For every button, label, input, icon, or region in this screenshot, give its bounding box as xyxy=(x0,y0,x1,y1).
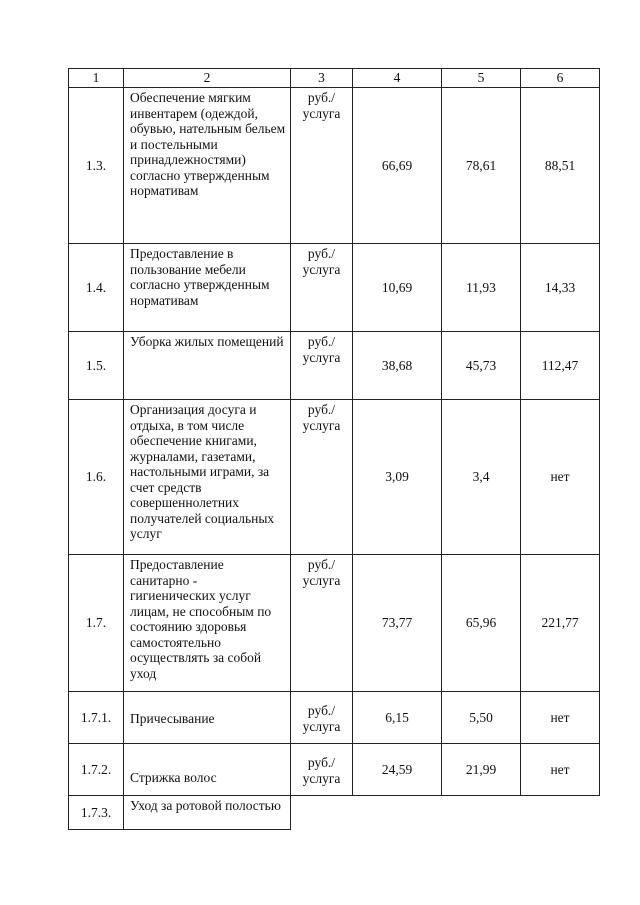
row-value-6: 88,51 xyxy=(521,88,600,244)
table-row xyxy=(69,400,600,555)
table-row xyxy=(69,796,600,830)
row-value-5: 78,61 xyxy=(442,88,521,244)
header-cell: 1 xyxy=(69,69,124,88)
table-row xyxy=(69,555,600,692)
table-row xyxy=(69,744,600,796)
row-value-5: 65,96 xyxy=(442,555,521,692)
row-value-5: 45,73 xyxy=(442,332,521,400)
row-unit: руб./ услуга xyxy=(291,692,353,744)
row-value-4: 38,68 xyxy=(353,332,442,400)
row-unit: руб./ услуга xyxy=(291,244,353,332)
row-value-6: нет xyxy=(521,400,600,555)
row-number: 1.3. xyxy=(69,88,124,244)
row-value-5: 11,93 xyxy=(442,244,521,332)
row-value-4: 10,69 xyxy=(353,244,442,332)
row-value-5: 3,4 xyxy=(442,400,521,555)
row-number: 1.7. xyxy=(69,555,124,692)
header-cell: 3 xyxy=(291,69,353,88)
row-unit: руб./ услуга xyxy=(291,400,353,555)
row-description: Уборка жилых помещений xyxy=(124,332,291,400)
row-unit: руб./ услуга xyxy=(291,555,353,692)
table-row xyxy=(69,332,600,400)
row-value-4: 6,15 xyxy=(353,692,442,744)
row-number: 1.6. xyxy=(69,400,124,555)
row-value-4: 66,69 xyxy=(353,88,442,244)
header-cell: 5 xyxy=(442,69,521,88)
header-cell: 6 xyxy=(521,69,600,88)
row-number: 1.5. xyxy=(69,332,124,400)
row-unit: руб./ услуга xyxy=(291,88,353,244)
row-description: Организация досуга и отдыха, в том числе обеспечение книгами, журналами, газетами, настольными играми, за счет средств совершеннолетних получателей социальных услуг xyxy=(124,400,291,555)
table-row xyxy=(69,88,600,244)
row-number: 1.7.2. xyxy=(69,744,124,796)
row-value-5: 5,50 xyxy=(442,692,521,744)
row-value-4: 73,77 xyxy=(353,555,442,692)
row-number: 1.4. xyxy=(69,244,124,332)
row-description: Обеспечение мягким инвентарем (одеждой, обувью, нательным бельем и постельными принадлежностями) согласно утвержденным нормативам xyxy=(124,88,291,244)
table-row xyxy=(69,244,600,332)
row-value-6: нет xyxy=(521,692,600,744)
row-value-4: 24,59 xyxy=(353,744,442,796)
row-value-5: 21,99 xyxy=(442,744,521,796)
row-description: Уход за ротовой полостью xyxy=(124,796,291,830)
row-description: Предоставление в пользование мебели согласно утвержденным нормативам xyxy=(124,244,291,332)
row-value-6: нет xyxy=(521,744,600,796)
row-unit: руб./ услуга xyxy=(291,332,353,400)
table-row xyxy=(69,692,600,744)
row-value-6: 221,77 xyxy=(521,555,600,692)
row-description: Причесывание xyxy=(124,692,291,744)
header-cell: 2 xyxy=(124,69,291,88)
header-row xyxy=(69,69,600,88)
header-cell: 4 xyxy=(353,69,442,88)
row-value-4: 3,09 xyxy=(353,400,442,555)
row-value-6: 14,33 xyxy=(521,244,600,332)
row-description: Стрижка волос xyxy=(124,744,291,796)
tariff-table xyxy=(68,68,600,830)
row-number: 1.7.1. xyxy=(69,692,124,744)
row-description: Предоставление санитарно - гигиенических услуг лицам, не способным по состоянию здоровья самостоятельно осуществлять за собой уход xyxy=(124,555,291,692)
empty-merged-cell xyxy=(291,796,600,830)
row-unit: руб./ услуга xyxy=(291,744,353,796)
row-number: 1.7.3. xyxy=(69,796,124,830)
row-value-6: 112,47 xyxy=(521,332,600,400)
